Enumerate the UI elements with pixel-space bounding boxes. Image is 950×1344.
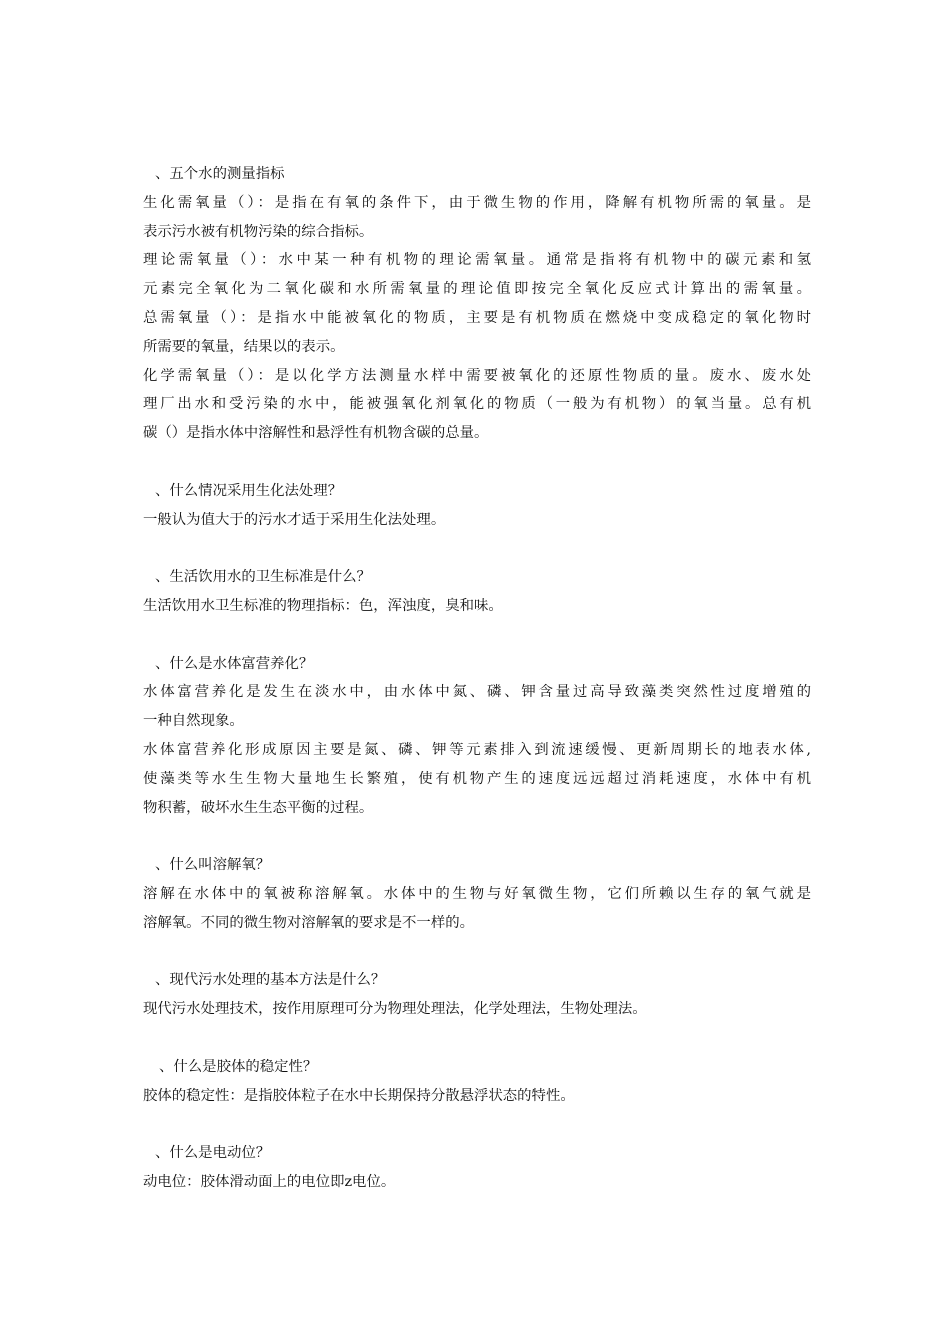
paragraph-line: 一般认为值大于的污水才适于采用生化法处理。 xyxy=(143,511,446,528)
section-heading: 、五个水的测量指标 xyxy=(155,166,285,182)
section-heading: 、什么是电动位？ xyxy=(155,1145,271,1162)
section-heading: 、什么情况采用生化法处理？ xyxy=(155,482,343,499)
paragraph-line: 表示污水被有机物污染的综合指标。 xyxy=(143,223,374,240)
paragraph-line: 生活饮用水卫生标准的物理指标：色，浑浊度，臭和味。 xyxy=(143,597,503,614)
section-drinking-water-standard xyxy=(143,563,811,621)
paragraph-line: 生化需氧量（）：是指在有氧的条件下，由于微生物的作用，降解有机物所需的氧量。是 xyxy=(143,194,811,211)
section-heading: 、现代污水处理的基本方法是什么？ xyxy=(155,972,386,989)
section-heading: 、什么是水体富营养化？ xyxy=(155,655,314,672)
section-wastewater-methods xyxy=(143,966,811,1024)
paragraph-line: 溶解氧。不同的微生物对溶解氧的要求是不一样的。 xyxy=(143,914,474,931)
paragraph-line: 水体富营养化是发生在淡水中，由水体中氮、磷、钾含量过高导致藻类突然性过度增殖的 xyxy=(143,684,811,701)
section-heading: 、什么叫溶解氧？ xyxy=(155,857,271,874)
paragraph-line: 水体富营养化形成原因主要是氮、磷、钾等元素排入到流速缓慢、更新周期长的地表水体, xyxy=(143,741,811,758)
section-biochemical-treatment xyxy=(143,477,811,535)
paragraph-line: 理厂出水和受污染的水中，能被强氧化剂氧化的物质（一般为有机物）的氧当量。总有机 xyxy=(143,396,811,413)
paragraph-line: 胶体的稳定性：是指胶体粒子在水中长期保持分散悬浮状态的特性。 xyxy=(143,1087,575,1104)
paragraph-line: 理论需氧量（）：水中某一种有机物的理论需氧量。通常是指将有机物中的碳元素和氢 xyxy=(143,252,811,269)
paragraph-line: 所需要的氧量，结果以的表示。 xyxy=(143,338,345,355)
section-heading: 、什么是胶体的稳定性？ xyxy=(159,1058,318,1075)
paragraph-line: 现代污水处理技术，按作用原理可分为物理处理法，化学处理法，生物处理法。 xyxy=(143,1001,647,1018)
paragraph-line: 使藻类等水生生物大量地生长繁殖，使有机物产生的速度远远超过消耗速度，水体中有机 xyxy=(143,770,811,787)
paragraph-line: 一种自然现象。 xyxy=(143,713,244,730)
section-zeta-potential xyxy=(143,1139,811,1197)
section-measurement-indicators xyxy=(143,160,811,448)
paragraph-line: 碳（）是指水体中溶解性和悬浮性有机物含碳的总量。 xyxy=(143,425,489,442)
paragraph-line: 化学需氧量（）：是以化学方法测量水样中需要被氧化的还原性物质的量。废水、废水处 xyxy=(143,367,811,384)
section-eutrophication xyxy=(143,650,811,823)
document-page xyxy=(143,160,811,1225)
section-heading: 、生活饮用水的卫生标准是什么？ xyxy=(155,569,371,586)
paragraph-line: 物积蓄，破坏水生生态平衡的过程。 xyxy=(143,799,374,816)
paragraph-line: 元素完全氧化为二氧化碳和水所需氧量的理论值即按完全氧化反应式计算出的需氧量。 xyxy=(143,281,811,298)
section-dissolved-oxygen xyxy=(143,851,811,937)
paragraph-line: 动电位：胶体滑动面上的电位即z电位。 xyxy=(143,1173,396,1190)
section-colloid-stability xyxy=(143,1053,811,1111)
paragraph-line: 总需氧量（）：是指水中能被氧化的物质，主要是有机物质在燃烧中变成稳定的氧化物时 xyxy=(143,309,811,326)
paragraph-line: 溶解在水体中的氧被称溶解氧。水体中的生物与好氧微生物，它们所赖以生存的氧气就是 xyxy=(143,885,811,902)
